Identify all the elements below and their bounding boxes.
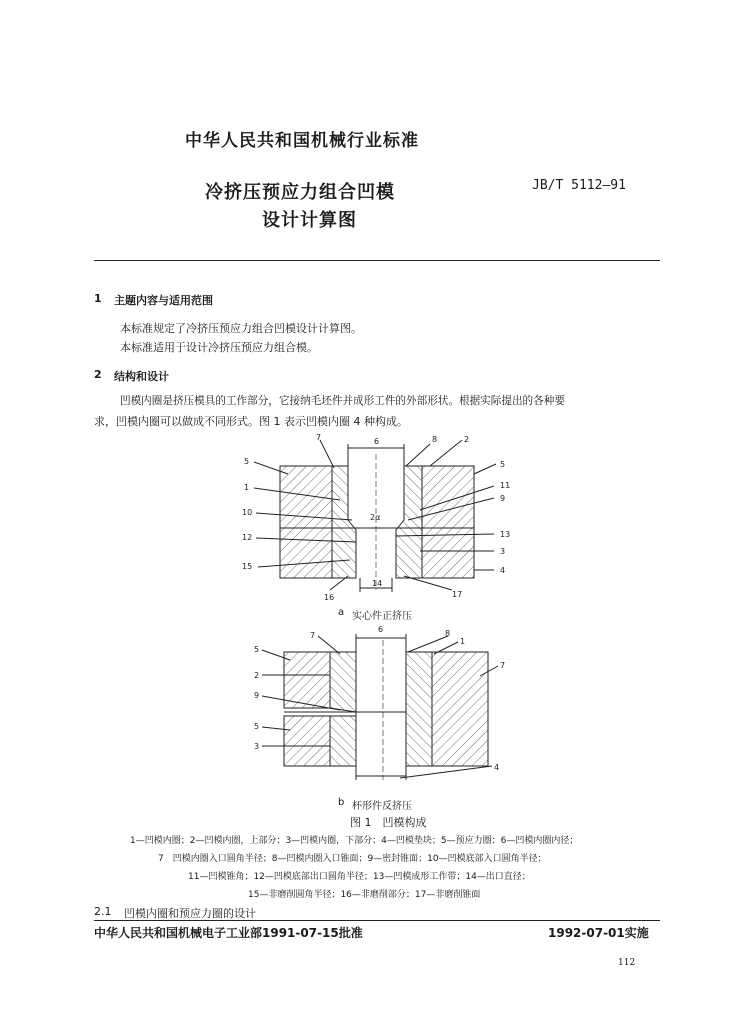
section-2-para-1: 凹模内圈是挤压模具的工作部分，它接纳毛坯件并成形工件的外部形状。根据实际提出的各种要 — [120, 395, 565, 407]
legend-line-2: 7 凹模内圈入口圆角半径；8—凹模内圈入口锥面；9—密封锥面；10—凹模底部入口圆角半径； — [158, 854, 547, 864]
fig-a-label-9: 9 — [500, 494, 506, 503]
section-2-number: 2 — [94, 368, 102, 381]
doc-title-line2: 设计计算图 — [262, 210, 357, 231]
fig-b-label-5: 5 — [254, 645, 260, 654]
figure-b — [262, 634, 498, 780]
figure-title: 图 1 凹模构成 — [350, 816, 427, 829]
fig-b-caption: 杯形件反挤压 — [352, 801, 412, 812]
fig-a-label-11: 11 — [500, 481, 511, 490]
fig-a-label-8: 8 — [432, 435, 438, 444]
fig-a-label-15: 15 — [242, 562, 253, 571]
section-2-para-2: 求，凹模内圈可以做成不同形式。图 1 表示凹模内圈 4 种构成。 — [94, 415, 408, 428]
section-1-para-1: 本标准规定了冷挤压预应力组合凹模设计计算图。 — [120, 322, 362, 335]
fig-a-caption-letter: a — [338, 607, 345, 618]
footer-effective-date: 1992-07-01实施 — [548, 926, 649, 940]
fig-b-label-5b: 5 — [254, 722, 260, 731]
fig-a-label-10: 10 — [242, 508, 253, 517]
fig-a-caption: 实心件正挤压 — [352, 611, 412, 622]
fig-a-label-1: 1 — [244, 483, 250, 492]
section-2-title: 结构和设计 — [114, 370, 169, 383]
fig-b-label-4: 4 — [494, 763, 500, 772]
fig-a-label-16: 16 — [324, 593, 335, 602]
page-number: 112 — [618, 958, 636, 968]
section-1-para-2: 本标准适用于设计冷挤压预应力组合模。 — [120, 341, 318, 354]
fig-a-label-2: 2 — [464, 435, 470, 444]
fig-b-insert-lower — [330, 716, 356, 766]
fig-a-label-12: 12 — [242, 533, 253, 542]
fig-b-label-8: 8 — [445, 629, 451, 638]
fig-b-label-7-right: 7 — [500, 661, 506, 670]
fig-b-label-9: 9 — [254, 691, 260, 700]
fig-b-caption-letter: b — [338, 797, 345, 808]
fig-a-label-17: 17 — [452, 590, 463, 599]
section-2-1-number: 2.1 — [94, 905, 112, 918]
fig-b-insert-right — [406, 652, 432, 766]
legend-line-3: 11—凹模锥角；12—凹模底部出口圆角半径；13—凹模成形工作带；14—出口直径； — [188, 872, 531, 882]
fig-b-ring-lower-left — [284, 716, 330, 766]
fig-a-label-5: 5 — [244, 457, 250, 466]
doc-title-line1: 冷挤压预应力组合凹模 — [205, 182, 395, 203]
fig-a-label-14: 14 — [372, 579, 383, 588]
footer-rule — [94, 920, 660, 921]
fig-b-ring-right — [432, 652, 488, 766]
fig-b-label-7: 7 — [310, 631, 316, 640]
org-header: 中华人民共和国机械行业标准 — [185, 131, 419, 151]
section-2-1-title: 凹模内圈和预应力圈的设计 — [124, 907, 256, 920]
legend-line-4: 15—非磨削圆角半径；16—非磨削部分；17—非磨削锥面 — [248, 890, 481, 900]
section-1-number: 1 — [94, 292, 102, 305]
fig-b-label-2: 2 — [254, 671, 260, 680]
fig-b-label-6: 6 — [378, 625, 384, 634]
fig-b-label-3: 3 — [254, 742, 260, 751]
fig-a-label-13: 13 — [500, 530, 511, 539]
fig-a-label-5r: 5 — [500, 460, 506, 469]
fig-a-label-3: 3 — [500, 547, 506, 556]
fig-b-ring-upper-left — [284, 652, 330, 708]
fig-a-label-7: 7 — [316, 433, 322, 442]
footer-approval: 中华人民共和国机械电子工业部1991-07-15批准 — [94, 926, 363, 940]
fig-a-label-6: 6 — [374, 437, 380, 446]
fig-b-label-1: 1 — [460, 637, 466, 646]
fig-a-ring-left — [280, 466, 332, 578]
standard-number: JB/T 5112—91 — [532, 178, 626, 193]
fig-a-ring-right — [422, 466, 474, 578]
fig-a-label-4: 4 — [500, 566, 506, 575]
section-1-title: 主题内容与适用范围 — [114, 294, 213, 307]
fig-b-insert-upper — [330, 652, 356, 712]
fig-a-label-2alpha: 2α — [370, 513, 381, 522]
fig-a-insert-right — [396, 466, 422, 578]
legend-line-1: 1—凹模内圈；2—凹模内圈，上部分；3—凹模内圈，下部分；4—凹模垫块；5—预应力圈；6—凹模内圈内径； — [130, 836, 579, 846]
